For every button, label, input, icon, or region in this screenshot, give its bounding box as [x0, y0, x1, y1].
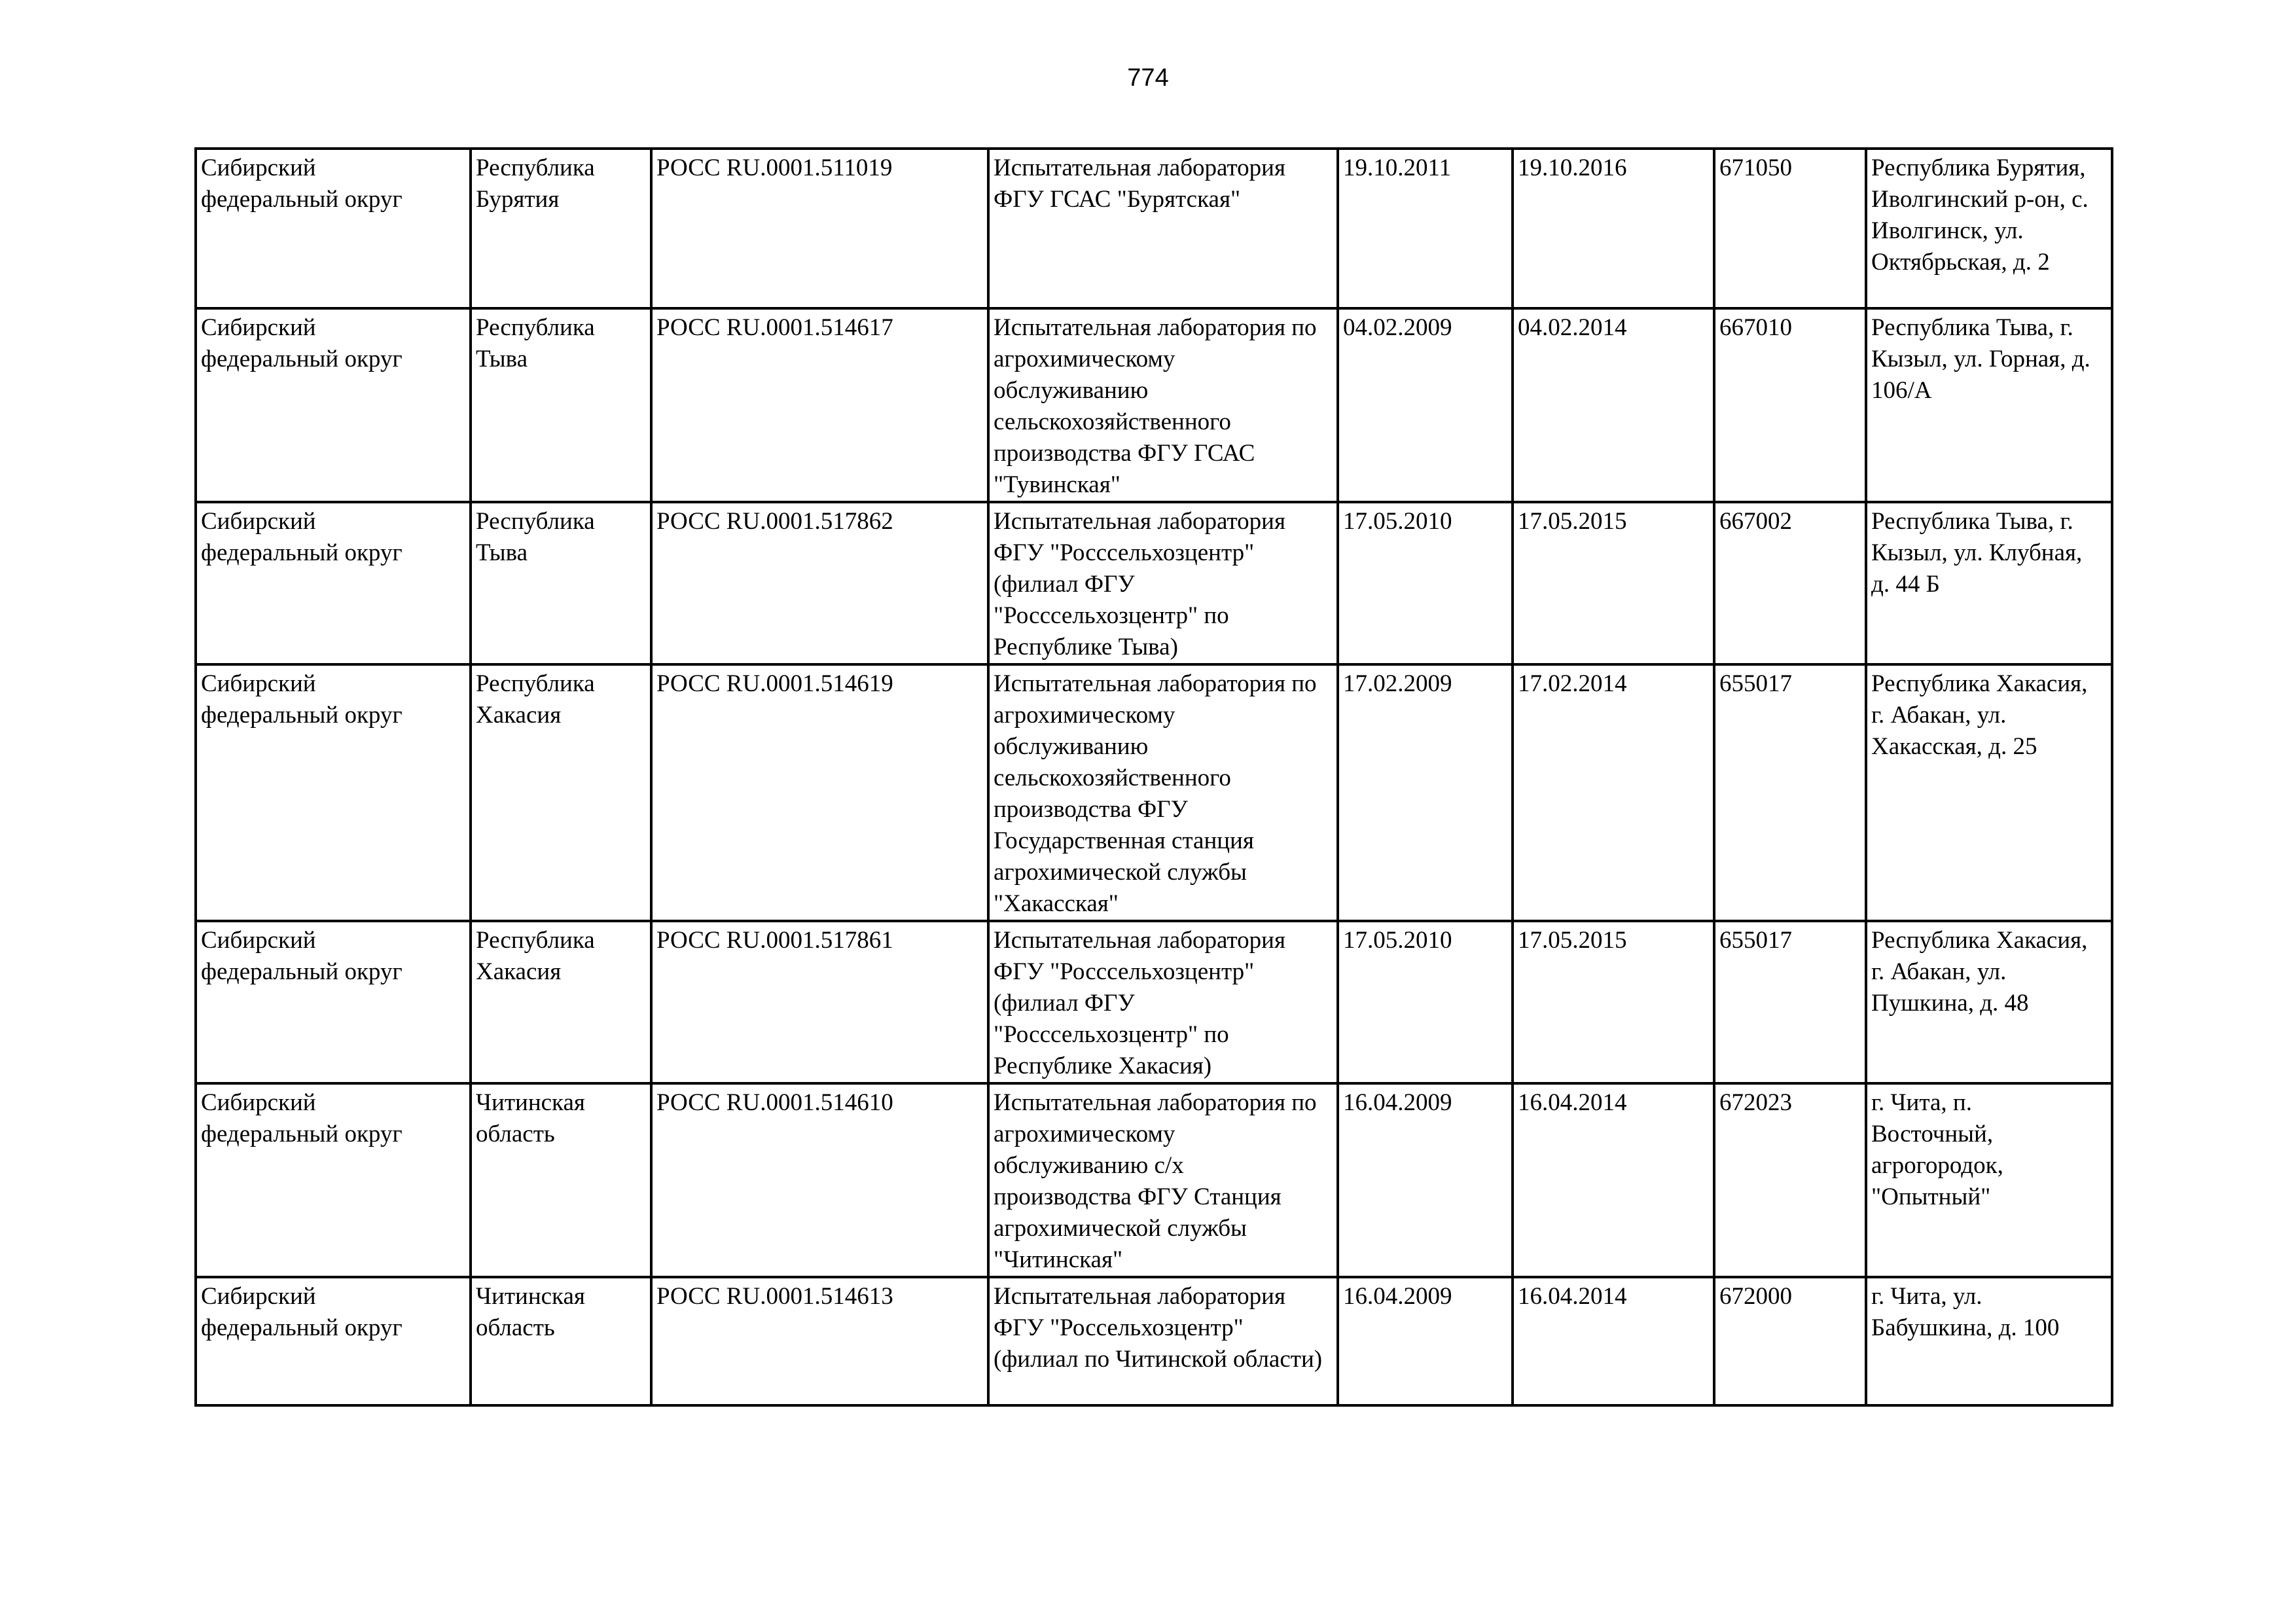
date-from-cell: 16.04.2009: [1338, 1277, 1513, 1405]
region-cell: Республика Бурятия: [471, 149, 651, 308]
address-cell: Республика Тыва, г. Кызыл, ул. Клубная, д. 44 Б: [1866, 502, 2112, 664]
table-row: [196, 1083, 2112, 1277]
postcode-cell: 655017: [1714, 664, 1866, 921]
region-cell: Читинская область: [471, 1277, 651, 1405]
date-to-cell: 17.05.2015: [1513, 502, 1714, 664]
laboratory-cell: Испытательная лаборатория по агрохимическому обслуживанию сельскохозяйственного производства ФГУ ГСАС "Тувинская": [988, 308, 1338, 502]
certificate-cell: РОСС RU.0001.511019: [651, 149, 988, 308]
date-to-cell: 16.04.2014: [1513, 1277, 1714, 1405]
table-row: [196, 308, 2112, 502]
district-cell: Сибирский федеральный округ: [196, 308, 471, 502]
postcode-cell: 655017: [1714, 921, 1866, 1083]
table-row: [196, 664, 2112, 921]
district-cell: Сибирский федеральный округ: [196, 502, 471, 664]
certificate-cell: РОСС RU.0001.517862: [651, 502, 988, 664]
date-from-cell: 17.02.2009: [1338, 664, 1513, 921]
certificate-cell: РОСС RU.0001.514610: [651, 1083, 988, 1277]
table-row: [196, 149, 2112, 308]
laboratory-cell: Испытательная лаборатория по агрохимическому обслуживанию с/х производства ФГУ Станция агрохимической службы "Читинская": [988, 1083, 1338, 1277]
district-cell: Сибирский федеральный округ: [196, 1083, 471, 1277]
table-row: [196, 921, 2112, 1083]
certificate-cell: РОСС RU.0001.517861: [651, 921, 988, 1083]
region-cell: Республика Хакасия: [471, 921, 651, 1083]
laboratory-cell: Испытательная лаборатория ФГУ "Росссельхозцентр" (филиал ФГУ "Росссельхозцентр" по Республике Хакасия): [988, 921, 1338, 1083]
date-to-cell: 16.04.2014: [1513, 1083, 1714, 1277]
date-from-cell: 17.05.2010: [1338, 502, 1513, 664]
laboratory-cell: Испытательная лаборатория ФГУ "Россельхозцентр" (филиал по Читинской области): [988, 1277, 1338, 1405]
table-row: [196, 1277, 2112, 1405]
date-from-cell: 16.04.2009: [1338, 1083, 1513, 1277]
date-to-cell: 17.05.2015: [1513, 921, 1714, 1083]
date-from-cell: 17.05.2010: [1338, 921, 1513, 1083]
address-cell: Республика Бурятия, Иволгинский р-он, с. Иволгинск, ул. Октябрьская, д. 2: [1866, 149, 2112, 308]
page-number: 774: [1127, 64, 1169, 92]
postcode-cell: 667002: [1714, 502, 1866, 664]
region-cell: Республика Хакасия: [471, 664, 651, 921]
address-cell: г. Чита, п. Восточный, агрогородок, "Опытный": [1866, 1083, 2112, 1277]
address-cell: г. Чита, ул. Бабушкина, д. 100: [1866, 1277, 2112, 1405]
region-cell: Республика Тыва: [471, 308, 651, 502]
postcode-cell: 672000: [1714, 1277, 1866, 1405]
postcode-cell: 667010: [1714, 308, 1866, 502]
date-from-cell: 04.02.2009: [1338, 308, 1513, 502]
region-cell: Читинская область: [471, 1083, 651, 1277]
certificate-cell: РОСС RU.0001.514613: [651, 1277, 988, 1405]
region-cell: Республика Тыва: [471, 502, 651, 664]
certificate-cell: РОСС RU.0001.514617: [651, 308, 988, 502]
certificate-cell: РОСС RU.0001.514619: [651, 664, 988, 921]
laboratory-registry-table: [194, 147, 2113, 1407]
laboratory-cell: Испытательная лаборатория ФГУ ГСАС "Бурятская": [988, 149, 1338, 308]
laboratory-cell: Испытательная лаборатория ФГУ "Росссельхозцентр" (филиал ФГУ "Росссельхозцентр" по Республике Тыва): [988, 502, 1338, 664]
address-cell: Республика Тыва, г. Кызыл, ул. Горная, д. 106/А: [1866, 308, 2112, 502]
district-cell: Сибирский федеральный округ: [196, 1277, 471, 1405]
date-to-cell: 17.02.2014: [1513, 664, 1714, 921]
district-cell: Сибирский федеральный округ: [196, 149, 471, 308]
date-to-cell: 19.10.2016: [1513, 149, 1714, 308]
address-cell: Республика Хакасия, г. Абакан, ул. Пушкина, д. 48: [1866, 921, 2112, 1083]
postcode-cell: 671050: [1714, 149, 1866, 308]
date-from-cell: 19.10.2011: [1338, 149, 1513, 308]
date-to-cell: 04.02.2014: [1513, 308, 1714, 502]
address-cell: Республика Хакасия, г. Абакан, ул. Хакасская, д. 25: [1866, 664, 2112, 921]
district-cell: Сибирский федеральный округ: [196, 664, 471, 921]
table-row: [196, 502, 2112, 664]
laboratory-cell: Испытательная лаборатория по агрохимическому обслуживанию сельскохозяйственного производства ФГУ Государственная станция агрохимической службы "Хакасская": [988, 664, 1338, 921]
postcode-cell: 672023: [1714, 1083, 1866, 1277]
district-cell: Сибирский федеральный округ: [196, 921, 471, 1083]
